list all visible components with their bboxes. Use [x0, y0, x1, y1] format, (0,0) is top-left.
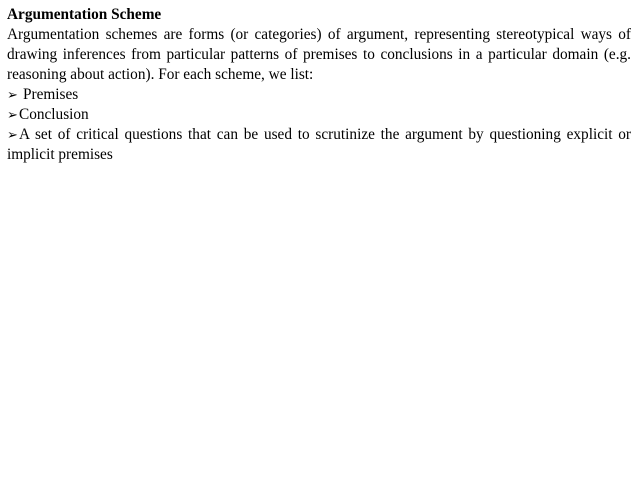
bullet-text: A set of critical questions that can be used to scrutinize the argument by questioning explicit or implicit premises — [7, 126, 631, 163]
intro-paragraph: Argumentation schemes are forms (or categories) of argument, representing stereotypical ways of drawing inferences from particular patterns of premises to conclusions in a particular domain (e.g. reasoning about action). For each scheme, we list: — [7, 26, 631, 83]
bullet-list — [7, 85, 631, 165]
list-item — [7, 105, 631, 125]
arrowhead-bullet-icon: ➢ — [7, 127, 18, 142]
bullet-text: Conclusion — [19, 106, 89, 123]
list-item — [7, 125, 631, 165]
arrowhead-bullet-icon: ➢ — [7, 87, 18, 102]
slide-title: Argumentation Scheme — [7, 6, 162, 23]
bullet-text: Premises — [23, 86, 79, 103]
list-item — [7, 85, 631, 105]
arrowhead-bullet-icon: ➢ — [7, 107, 18, 122]
slide-content — [7, 5, 631, 165]
